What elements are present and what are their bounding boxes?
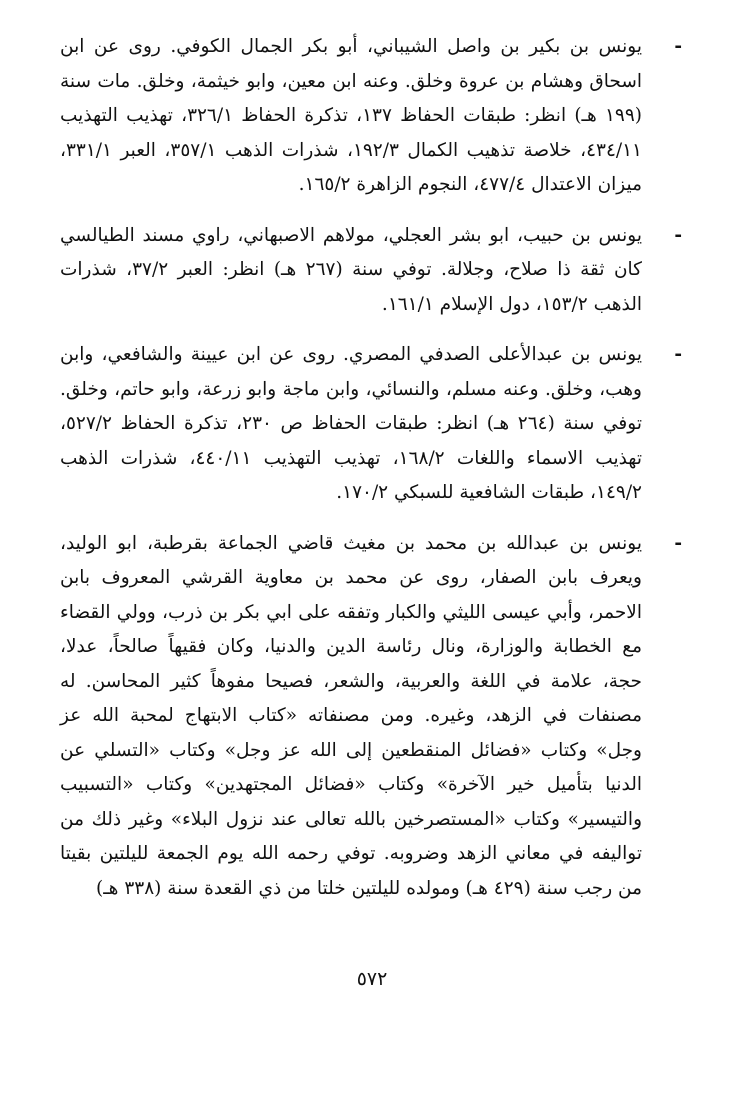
entry-dash: -	[674, 224, 682, 246]
entry-dash: -	[674, 36, 682, 57]
biography-entry	[60, 219, 682, 323]
biography-entry	[60, 338, 682, 511]
entry-text: يونس بن عبدالله بن محمد بن مغيث قاضي الجماعة بقرطبة، ابو الوليد، ويعرف بابن الصفار، روى عن محمد بن معاوية القرشي المعروف بابن الاحمر، وأبي عيسى الليثي والكبار وتفقه على ابي بكر بن ذرب، وولي القضاء مع الخطابة والوزارة، ونال رئاسة الدين والدنيا، وكان فقيهاً صالحاً، عدلا، حجة، علامة في اللغة والعربية، والشعر، فصيحا مفوهاً كثير المحاسن. له مصنفات في الزهد، وغيره. ومن مصنفاته «كتاب الابتهاج لمحبة الله عز وجل» وكتاب «فضائل المنقطعين إلى الله عز وجل» وكتاب «التسلي عن الدنيا بتأميل خير الآخرة» وكتاب «فضائل المجتهدين» وكتاب «التسبيب والتيسير» وكتاب «المستصرخين بالله تعالى عند نزول البلاء» وغير ذلك من تواليفه في معاني الزهد وضروبه. توفي رحمه الله يوم الجمعة لليلتين بقيتا من رجب سنة (٤٢٩ هـ) ومولده لليلتين خلتا من ذي القعدة سنة (٣٣٨ هـ)	[60, 532, 642, 899]
entry-dash: -	[674, 532, 682, 554]
entry-text: يونس بن عبدالأعلى الصدفي المصري. روى عن ابن عيينة والشافعي، وابن وهب، وخلق. وعنه مسلم، والنسائي، وابن ماجة وابو زرعة، وابو حاتم، وخلق. توفي سنة (٢٦٤ هـ) انظر: طبقات الحفاظ ص ٢٣٠، تذكرة الحفاظ ٥٢٧/٢، تهذيب الاسماء واللغات ١٦٨/٢، تهذيب التهذيب ٤٤٠/١١، شذرات الذهب ١٤٩/٢، طبقات الشافعية للسبكي ١٧٠/٢.	[60, 344, 642, 503]
page-body	[60, 30, 682, 906]
entry-text: يونس بن حبيب، ابو بشر العجلي، مولاهم الاصبهاني، راوي مسند الطيالسي كان ثقة ذا صلاح، وجلالة. توفي سنة (٢٦٧ هـ) انظر: العبر ٣٧/٢، شذرات الذهب ١٥٣/٢، دول الإسلام ١٦١/١.	[60, 224, 642, 315]
entry-text: يونس بن بكير بن واصل الشيباني، أبو بكر الجمال الكوفي. روى عن ابن اسحاق وهشام بن عروة وخلق. وعنه ابن معين، وابو خيثمة، وخلق. مات سنة (١٩٩ هـ) انظر: طبقات الحفاظ ١٣٧، تذكرة الحفاظ ٣٢٦/١، تهذيب التهذيب ٤٣٤/١١، خلاصة تذهيب الكمال ١٩٢/٣، شذرات الذهب ٣٥٧/١، العبر ٣٣١/١، ميزان الاعتدال ٤٧٧/٤، النجوم الزاهرة ١٦٥/٢.	[60, 36, 642, 195]
entry-dash: -	[674, 344, 682, 365]
biography-entry	[60, 527, 682, 907]
page-number: ٥٧٢	[356, 968, 388, 990]
biography-entry	[60, 30, 682, 203]
